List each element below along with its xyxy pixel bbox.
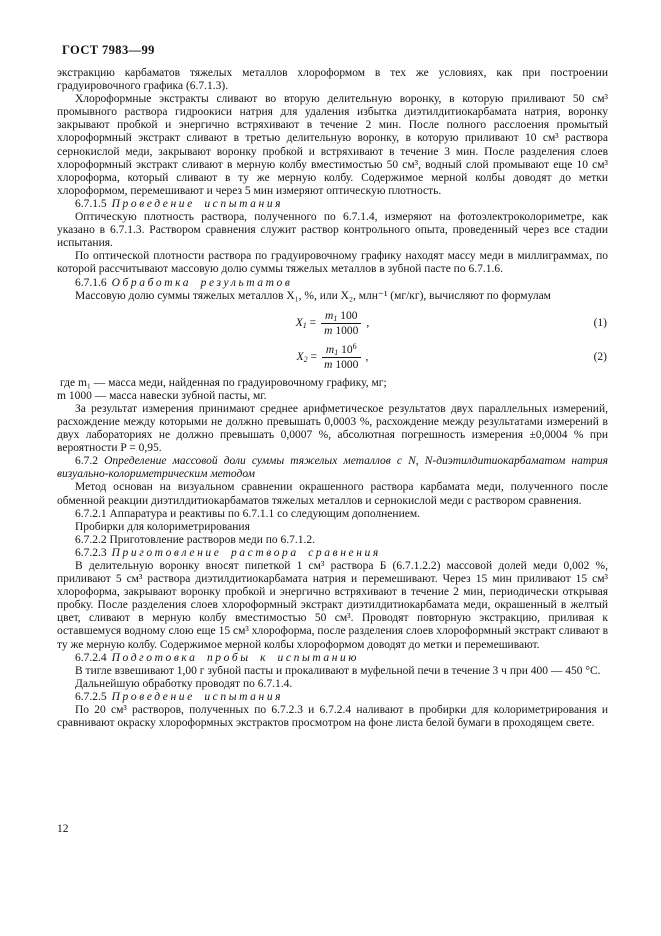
fraction bbox=[321, 310, 361, 337]
section-title: Обработка результатов bbox=[111, 276, 293, 289]
comma: , bbox=[363, 316, 370, 329]
subscript: 1 bbox=[334, 347, 339, 357]
paragraph: По оптической плотности раствора по градуировочному графику находят массу меди в миллиграммах, по которой рассчитывают массовую долю суммы тяжелых металлов в зубной пасте по 6.7.1.6. bbox=[57, 250, 608, 276]
fraction-numerator: $m_1$ 100 bbox=[321, 310, 361, 324]
paragraph: Массовую долю суммы тяжелых металлов X₁, %, или X₂, млн⁻¹ (мг/кг), вычисляют по формулам bbox=[75, 289, 551, 302]
paragraph: 6.7.2.1 Аппаратура и реактивы по 6.7.1.1 со следующим дополнением. bbox=[75, 507, 420, 520]
superscript: 6 bbox=[352, 341, 357, 351]
paragraph: Метод основан на визуальном сравнении окрашенного раствора карбамата меди, полученного после обменной реакции диэтилдитиокарбаматов тяжелых металлов и сернокислой меди с раствором сравнения. bbox=[57, 481, 608, 507]
subscript: 1 bbox=[333, 313, 338, 323]
formula-variable: $X_1$ bbox=[295, 316, 307, 330]
page-number: 12 bbox=[57, 823, 69, 835]
section-title: Подготовка пробы к испытанию bbox=[111, 651, 360, 664]
section-title: Проведение испытания bbox=[111, 690, 284, 703]
section-heading bbox=[57, 277, 608, 290]
formula-variable: $m_1$ bbox=[325, 309, 338, 323]
formula bbox=[57, 310, 608, 337]
formula-expression bbox=[296, 310, 369, 337]
section-heading bbox=[57, 652, 608, 665]
equals-sign: = bbox=[307, 350, 320, 363]
section-number: 6.7.2.3 bbox=[75, 546, 107, 559]
formula-number: (1) bbox=[593, 317, 607, 330]
paragraph: 6.7.2.2 Приготовление растворов меди по 6.7.1.2. bbox=[75, 533, 316, 546]
subscript: 1 bbox=[302, 320, 307, 330]
formula-number: (2) bbox=[593, 351, 607, 364]
comma: , bbox=[362, 350, 369, 363]
document-body bbox=[57, 67, 608, 730]
formula-variable: m bbox=[324, 358, 333, 371]
section-number: 6.7.2.4 bbox=[75, 651, 107, 664]
document-title: ГОСТ 7983—99 bbox=[62, 43, 155, 57]
paragraph: В делительную воронку вносят пипеткой 1 см³ раствора Б (6.7.1.2.2) массовой долей меди 0,002 %, приливают 5 см³ раствора диэтилдитиокарбамата натрия и перемешивают. Через 15 мин приливают 15 см³ хлороформа, закрывают воронку пробкой и энергично встряхивают в течение 2 мин, периодически открывая пробку. После разделения слоев хлороформный экстракт диэтилдитиокарбамата меди, окрашенный в желтый цвет, сливают в мерную колбу вместимостью 50 см³. Проводят повторную экстракцию, приливая к оставшемуся водному слою еще 15 см³ хлороформа, после разделения слоев хлороформный экстракт сливают в ту же мерную колбу. Содержимое мерной колбы хлороформом доводят до метки и перемешивают. bbox=[57, 560, 608, 651]
subscript: 2 bbox=[303, 354, 308, 364]
formula-expression bbox=[296, 341, 369, 371]
fraction-denominator: m 1000 bbox=[324, 358, 359, 371]
section-number: 6.7.1.6 bbox=[75, 276, 107, 289]
formula bbox=[57, 341, 608, 371]
paragraph: Хлороформные экстракты сливают во вторую делительную воронку, в которую приливают 50 см³ промывного раствора гидроокиси натрия для удаления избытка диэтилдитиокарбамата натрия, воронку закрывают пробкой и энергично встряхивают в течение 2 мин. После полного расслоения промытый хлороформный экстракт сливают в третью делительную воронку, в которую приливают 10 см³ раствора сернокислой меди, закрывают воронку пробкой и встряхивают в течение 3 мин. После разделения слоев хлороформный экстракт сливают в мерную колбу вместимостью 50 см³, водный слой промывают еще 10 см³ хлороформа, который сливают в ту же мерную колбу. Содержимое мерной колбы доводят до метки хлороформом, перемешивают и через 5 мин измеряют оптическую плотность. bbox=[57, 93, 608, 197]
fraction bbox=[322, 341, 361, 371]
paragraph: В тигле взвешивают 1,00 г зубной пасты и прокаливают в муфельной печи в течение 3 ч при 400 — 450 °С. bbox=[75, 664, 601, 677]
equals-sign: = bbox=[306, 316, 320, 329]
section-heading bbox=[57, 547, 608, 560]
section-number: 6.7.2.5 bbox=[75, 690, 107, 703]
fraction-numerator: $m_1$ $10^6$ bbox=[322, 344, 361, 358]
formula-variable: $X_2$ bbox=[296, 350, 308, 364]
section-heading bbox=[57, 691, 608, 704]
section-title: Проведение испытания bbox=[111, 197, 284, 210]
paragraph: За результат измерения принимают среднее арифметическое результатов двух параллельных измерений, расхождение между которыми не должно превышать 0,0003 %, расхождение между результатами измерений в двух лабораториях не должно превышать 0,0007 %, абсолютная погрешность измерения ±0,0004 % при вероятности P = 0,95. bbox=[57, 402, 608, 455]
section-heading bbox=[57, 198, 608, 211]
formula-variable: $m_1$ bbox=[325, 343, 339, 357]
fraction-denominator: m 1000 bbox=[324, 324, 359, 337]
section-title: Приготовление раствора сравнения bbox=[111, 546, 381, 559]
section-number: 6.7.2 bbox=[75, 455, 105, 468]
paragraph: Оптическую плотность раствора, полученного по 6.7.1.4, измеряют на фотоэлектроколориметре, как указано в 6.7.1.3. Раствором сравнения служит раствор контрольного опыта, проведенный через все стадии испытания. bbox=[57, 211, 608, 250]
where-clause: m 1000 — масса навески зубной пасты, мг. bbox=[57, 389, 267, 402]
paragraph: По 20 см³ растворов, полученных по 6.7.2.3 и 6.7.2.4 наливают в пробирки для колориметрирования и сравнивают окраску хлороформных экстрактов просмотром на фоне листа белой бумаги в проходящем свете. bbox=[57, 704, 608, 730]
section-number: 6.7.1.5 bbox=[75, 197, 107, 210]
subsection-heading bbox=[57, 455, 608, 481]
continuation-paragraph: экстракцию карбаматов тяжелых металлов хлороформом в тех же условиях, как при построении градуировочного графика (6.7.1.3). bbox=[57, 67, 608, 93]
paragraph: Дальнейшую обработку проводят по 6.7.1.4. bbox=[75, 677, 293, 690]
section-title: Определение массовой доли суммы тяжелых металлов с N, N-диэтилдитиокарбаматом натрия визуально-колориметрическим методом bbox=[57, 455, 609, 481]
formula-variable: m bbox=[324, 324, 333, 337]
where-clause: где m₁ — масса меди, найденная по градуировочному графику, мг; bbox=[60, 376, 387, 389]
paragraph: Пробирки для колориметрирования bbox=[75, 520, 250, 533]
